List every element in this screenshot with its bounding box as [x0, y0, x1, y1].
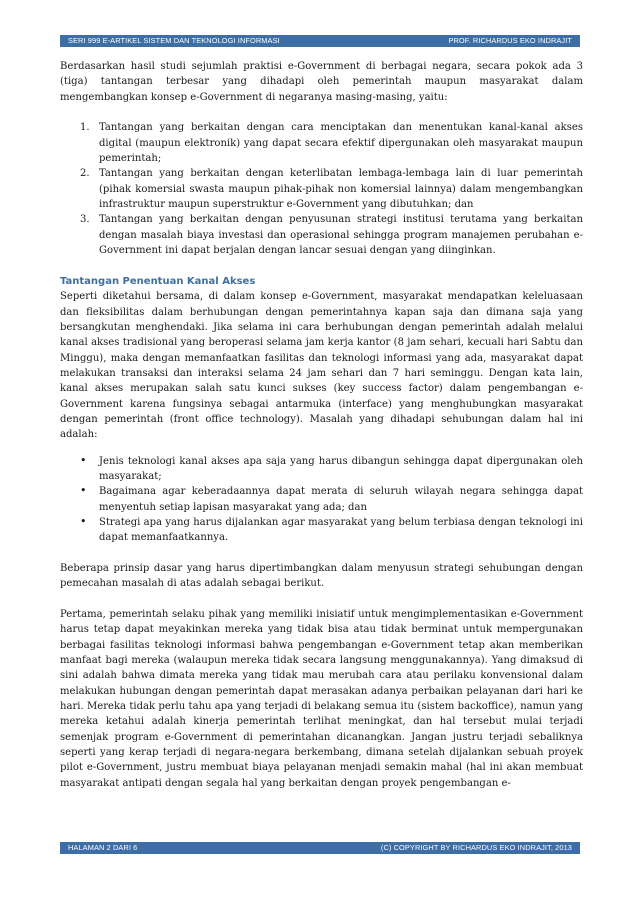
bullet-icon: • — [80, 484, 87, 498]
list-item-text: Tantangan yang berkaitan dengan penyusunan strategi institusi terutama yang berkaitan dengan masalah biaya investasi dan operasional sehingga program manajemen perubahan e-Government ini dapat berjalan dengan lancar sesuai dengan yang diinginkan. — [99, 214, 583, 257]
header-author: PROF. RICHARDUS EKO INDRAJIT — [448, 36, 572, 45]
list-item-text: Bagaimana agar keberadaannya dapat merata di seluruh wilayah negara sehingga dapat menyentuh setiap lapisan masyarakat yang ada; dan — [99, 486, 583, 513]
list-item-text: Tantangan yang berkaitan dengan cara menciptakan dan menentukan kanal-kanal akses digital (maupun elektronik) yang dapat secara efektif dipergunakan oleh masyarakat maupun pemerintah; — [99, 122, 583, 165]
challenges-list — [60, 120, 583, 258]
list-item — [60, 454, 583, 485]
bullet-icon: • — [80, 514, 87, 528]
list-item — [60, 212, 583, 258]
list-item-number: 3. — [80, 214, 90, 226]
problems-list — [60, 454, 583, 546]
header-series-title: SERI 999 E-ARTIKEL SISTEM DAN TEKNOLOGI INFORMASI — [68, 36, 280, 45]
principles-paragraph: Beberapa prinsip dasar yang harus dipertimbangkan dalam menyusun strategi sehubungan dengan pemecahan masalah di atas adalah sebagai berikut. — [60, 563, 583, 590]
list-item — [60, 166, 583, 212]
copyright-text: (C) COPYRIGHT BY RICHARDUS EKO INDRAJIT, 2013 — [380, 843, 572, 852]
intro-paragraph: Berdasarkan hasil studi sejumlah praktisi e-Government di berbagai negara, secara pokok ada 3 (tiga) tantangan terbesar yang dihadapi oleh pemerintah maupun masyarakat dalam mengembangkan konsep e-Government di negaranya masing-masing, yaitu: — [60, 61, 583, 103]
page-header-bar — [60, 35, 580, 47]
bullet-icon: • — [80, 453, 87, 467]
first-principle-paragraph: Pertama, pemerintah selaku pihak yang memiliki inisiatif untuk mengimplementasikan e-Government harus tetap dapat meyakinkan mereka yang tidak bisa atau tidak berminat untuk mempergunakan berbagai fasilitas teknologi informasi bahwa pengembangan e-Government tetap akan memberikan manfaat bagi mereka (walaupun mereka tidak secara langsung menggunakannya). Yang dimaksud di sini adalah bahwa dimata mereka yang tidak mau merubah cara atau perilaku konvensional dalam melakukan hubungan dengan pemerintah dapat merasakan adanya perbaikan pelayanan dari hari ke hari. Mereka tidak perlu tahu apa yang terjadi di belakang semua itu (sistem backoffice), namun yang mereka ketahui adalah kinerja pemerintah terlihat meningkat, dan hal tersebut mulai terjadi semenjak program e-Government di pemerintahan dicanangkan. Jangan justru terjadi sebaliknya seperti yang kerap terjadi di negara-negara berkembang, dimana setelah dijalankan sebuah proyek pilot e-Government, justru membuat biaya pelayanan menjadi semakin mahal (hal ini akan membuat masyarakat antipati dengan segala hal yang berkaitan dengan proyek pengembangan e- — [60, 609, 583, 789]
document-body — [60, 59, 583, 791]
list-item — [60, 484, 583, 515]
list-item-number: 1. — [80, 122, 90, 134]
list-item-text: Strategi apa yang harus dijalankan agar masyarakat yang belum terbiasa dengan teknologi ini dapat memanfaatkannya. — [99, 516, 583, 544]
list-item — [60, 120, 583, 166]
list-item — [60, 515, 583, 546]
page-footer-bar — [60, 842, 580, 854]
list-item-number: 2. — [80, 168, 90, 180]
section-heading: Tantangan Penentuan Kanal Akses — [60, 275, 256, 287]
section-paragraph: Seperti diketahui bersama, di dalam konsep e-Government, masyarakat mendapatkan keleluasaan dan fleksibilitas dalam berhubungan dengan pemerintahnya kapan saja dan dimana saja yang bersangkutan menghendaki. Jika selama ini cara berhubungan dengan pemerintah adalah melalui kanal akses tradisional yang beroperasi selama jam kerja kantor (8 jam sehari, kecuali hari Sabtu dan Minggu), maka dengan memanfaatkan fasilitas dan teknologi informasi yang ada, masyarakat dapat melakukan transaksi dan interaksi selama 24 jam sehari dan 7 hari seminggu. Dengan kata lain, kanal akses merupakan salah satu kunci sukses (key success factor) dalam pengembangan e-Government karena fungsinya sebagai antarmuka (interface) yang menghubungkan masyarakat dengan pemerintah (front office technology). Masalah yang dihadapi sehubungan dalam hal ini adalah: — [60, 291, 583, 441]
list-item-text: Jenis teknologi kanal akses apa saja yang harus dibangun sehingga dapat dipergunakan oleh masyarakat; — [99, 455, 583, 482]
list-item-text: Tantangan yang berkaitan dengan keterlibatan lembaga-lembaga lain di luar pemerintah (pihak komersial swasta maupun pihak-pihak non komersial lainnya) dalam mengembangkan infrastruktur maupun superstruktur e-Government yang dibutuhkan; dan — [99, 168, 583, 211]
page-number: HALAMAN 2 DARI 6 — [68, 843, 138, 852]
